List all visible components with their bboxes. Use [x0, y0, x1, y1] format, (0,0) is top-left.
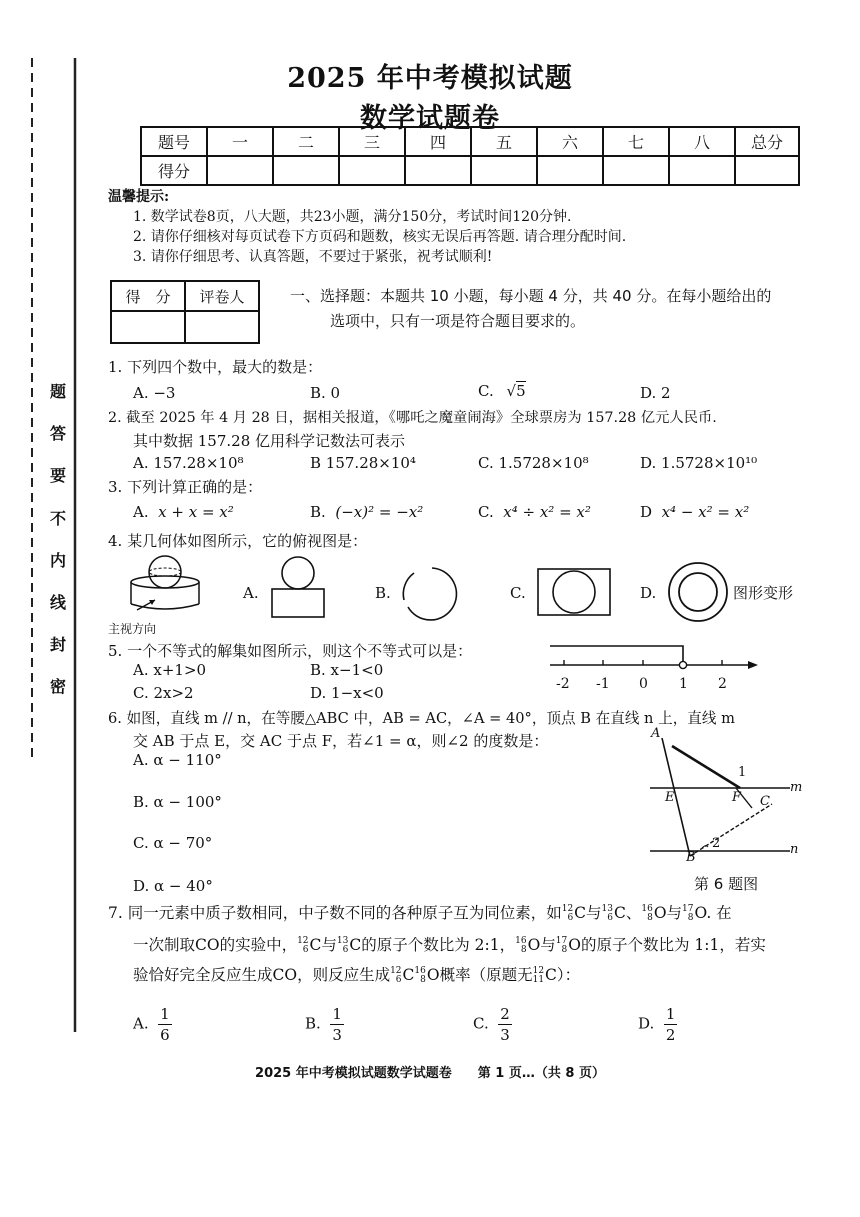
q5-option-b: B. x−1<0	[310, 661, 384, 679]
score-table-col: 八	[669, 127, 735, 156]
q4-option-b-label: B.	[375, 584, 391, 602]
score-cell[interactable]	[537, 156, 603, 185]
q6-option-c: C. α − 70°	[133, 834, 213, 852]
q1-stem: 1. 下列四个数中，最大的数是：	[108, 358, 323, 376]
q4-front-view-label: 主视方向	[108, 622, 157, 636]
section-heading-line: 选项中，只有一项是符合题目要求的。	[330, 312, 586, 330]
q6-label-m: m	[790, 780, 803, 795]
q6-option-d: D. α − 40°	[133, 877, 213, 895]
q5-tick-label: 0	[639, 676, 648, 692]
q4-option-a-label: A.	[243, 584, 259, 602]
section-heading	[290, 284, 820, 334]
q7-stem-3: 验恰好完全反应生成CO，则反应生成12 6C16 8O概率（原题无12 11C）：	[133, 966, 581, 985]
score-cell[interactable]	[735, 156, 799, 185]
q5-option-a: A. x+1>0	[133, 661, 207, 679]
q1-option-b: B. 0	[310, 384, 341, 402]
q4-option-c-figure	[536, 567, 612, 617]
grader-score-cell[interactable]	[111, 311, 185, 343]
q6-label-2: 2	[712, 836, 721, 851]
q5-tick-label: 1	[679, 676, 688, 692]
score-table-col: 七	[603, 127, 669, 156]
q6-stem-2: 交 AB 于点 E，交 AC 于点 F，若∠1 = α，则∠2 的度数是：	[133, 732, 549, 750]
q7-stem: 7. 同一元素中质子数相同，中子数不同的各种原子互为同位素，如12 6C与13 6C、16 8O与17 8O. 在	[108, 904, 732, 923]
q1-option-c-value: 5	[516, 382, 526, 400]
score-table	[140, 126, 800, 186]
score-table-col: 总分	[735, 127, 799, 156]
q7-option-a: A. $\frac{1}{6}$	[133, 1005, 170, 1044]
score-table-col: 三	[339, 127, 405, 156]
grader-name-cell[interactable]	[185, 311, 259, 343]
q7-stem-2: 一次制取CO的实验中，12 6C与13 6C的原子个数比为 2:1，16 8O与17 8O的原子个数比为 1:1，若实	[133, 936, 766, 955]
q6-label-c: C	[760, 794, 770, 809]
q2-option-b: B 157.28×10⁴	[310, 454, 416, 472]
q5-tick-label: -1	[596, 676, 610, 692]
q4-option-c-label: C.	[510, 584, 526, 602]
q3-option-c: C. x⁴ ÷ x² = x²	[478, 503, 591, 521]
q4-option-d-label: D.	[640, 584, 657, 602]
score-table-col: 六	[537, 127, 603, 156]
score-table-col: 二	[273, 127, 339, 156]
q4-solid-figure	[125, 552, 205, 618]
q4-option-d-note: 图形变形	[733, 584, 794, 602]
grader-name-label: 评卷人	[185, 281, 259, 311]
q2-option-a: A. 157.28×10⁸	[133, 454, 244, 472]
q2-stem-2: 其中数据 157.28 亿用科学记数法可表示	[133, 432, 406, 450]
q5-tick-label: 2	[718, 676, 727, 692]
q1-option-d: D. 2	[640, 384, 671, 402]
score-table-col: 五	[471, 127, 537, 156]
q4-option-d-figure	[666, 560, 730, 624]
q6-label-b: B	[686, 850, 696, 865]
page-footer: 2025 年中考模拟试题数学试题卷 第 1 页…（共 8 页）	[255, 1066, 605, 1081]
q1-option-c-label: C.	[478, 382, 494, 400]
q1-option-a: A. −3	[133, 384, 176, 402]
score-cell[interactable]	[339, 156, 405, 185]
q7-option-c: C. $\frac{2}{3}$	[473, 1005, 510, 1044]
score-table-header-label: 题号	[141, 127, 207, 156]
q3-option-a: A. x + x = x²	[133, 503, 234, 521]
score-cell[interactable]	[669, 156, 735, 185]
q4-stem: 4. 某几何体如图所示，它的俯视图是：	[108, 532, 368, 550]
score-table-row-label: 得分	[141, 156, 207, 185]
q6-label-a: A	[651, 726, 661, 741]
q6-option-a: A. α − 110°	[133, 751, 222, 769]
q3-stem: 3. 下列计算正确的是：	[108, 478, 263, 496]
grader-box	[110, 280, 260, 344]
q6-label-f: F	[732, 790, 742, 805]
q5-stem: 5. 一个不等式的解集如图所示，则这个不等式可以是：	[108, 642, 473, 660]
notice-item: 3. 请你仔细思考、认真答题，不要过于紧张，祝考试顺利!	[133, 249, 493, 265]
score-table-col: 四	[405, 127, 471, 156]
q6-label-n: n	[790, 842, 799, 857]
q5-option-c: C. 2x>2	[133, 684, 194, 702]
q7-option-b: B. $\frac{1}{3}$	[305, 1005, 342, 1044]
q3-option-b: B. (−x)² = −x²	[310, 503, 424, 521]
q2-option-d: D. 1.5728×10¹⁰	[640, 454, 758, 472]
q3-option-d: D x⁴ − x² = x²	[640, 503, 750, 521]
exam-title: 2025 年中考模拟试题	[287, 63, 573, 94]
q6-label-e: E	[665, 790, 675, 805]
seal-line-text: 题 答 要 不 内 线 封 密	[49, 382, 66, 697]
notice-heading: 温馨提示:	[108, 189, 170, 205]
score-cell[interactable]	[405, 156, 471, 185]
exam-subtitle: 数学试题卷	[360, 103, 500, 134]
q4-option-a-figure	[268, 555, 328, 619]
notice-item: 2. 请你仔细核对每页试卷下方页码和题数，核实无误后再答题. 请合理分配时间.	[133, 229, 627, 245]
q7-option-d: D. $\frac{1}{2}$	[638, 1005, 676, 1044]
score-cell[interactable]	[471, 156, 537, 185]
q2-option-c: C. 1.5728×10⁸	[478, 454, 589, 472]
score-cell[interactable]	[273, 156, 339, 185]
q6-option-b: B. α − 100°	[133, 793, 222, 811]
q6-caption: 第 6 题图	[694, 875, 759, 893]
q5-option-d: D. 1−x<0	[310, 684, 384, 702]
q2-stem: 2. 截至 2025 年 4 月 28 日，据相关报道，《哪吒之魔童闹海》全球票房为 157.28 亿元人民币.	[108, 410, 717, 426]
grader-score-label: 得 分	[111, 281, 185, 311]
score-cell[interactable]	[603, 156, 669, 185]
q5-number-line	[540, 640, 770, 680]
q6-stem: 6. 如图，直线 m // n，在等腰△ABC 中，AB = AC，∠A = 40°，顶点 B 在直线 n 上，直线 m	[108, 710, 735, 727]
score-cell[interactable]	[207, 156, 273, 185]
score-table-col: 一	[207, 127, 273, 156]
section-heading-line: 一、选择题：本题共 10 小题，每小题 4 分，共 40 分。在每小题给出的	[290, 287, 772, 305]
notice-item: 1. 数学试卷8页，八大题，共23小题，满分150分，考试时间120分钟.	[133, 209, 572, 225]
q4-option-b-figure	[398, 563, 468, 623]
q6-label-1: 1	[738, 765, 747, 780]
q1-option-c: C. √5	[478, 382, 526, 400]
q5-tick-label: -2	[556, 676, 570, 692]
